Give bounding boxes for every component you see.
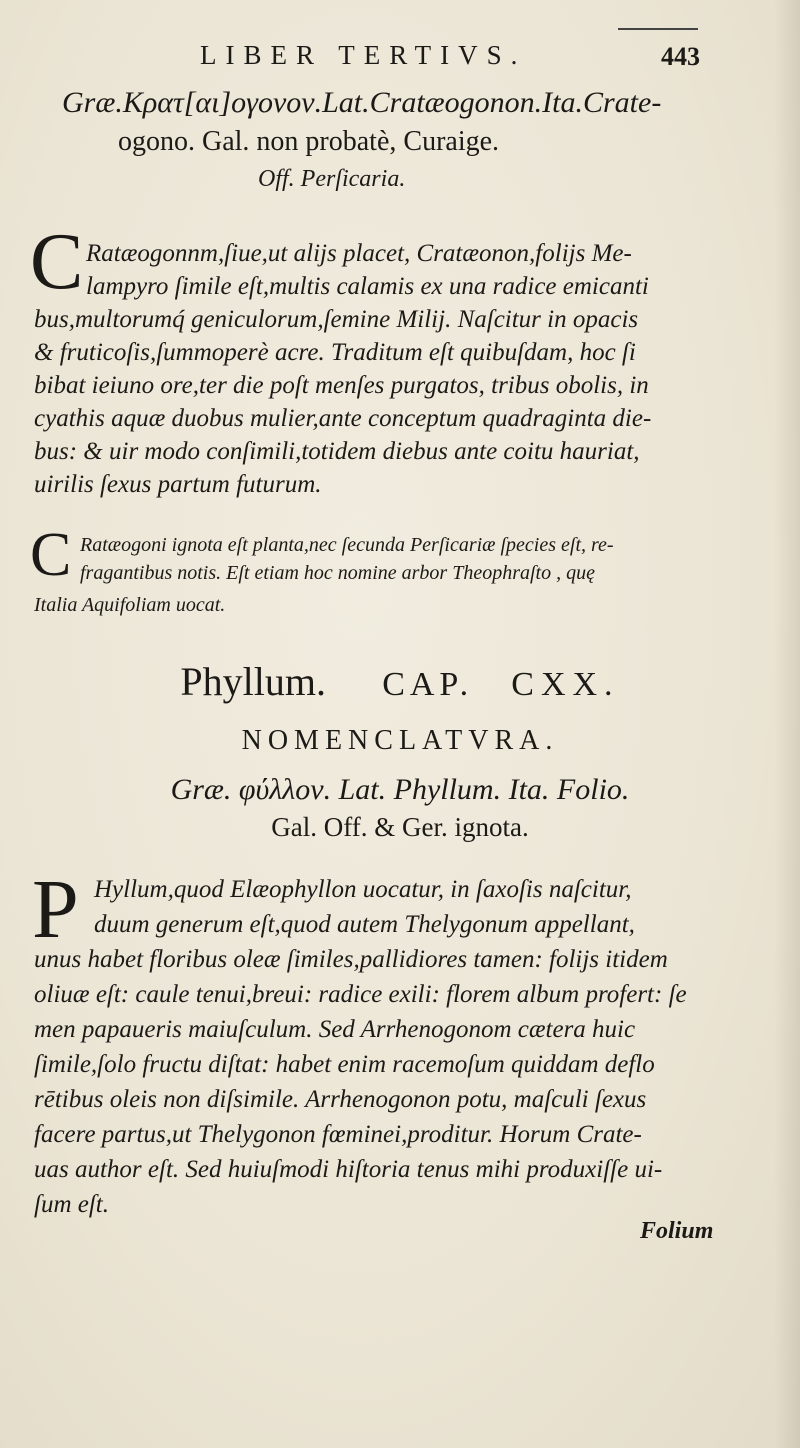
para1-line-7: bus: & uir modo conſimili,totidem diebus ante coitu hauriat, bbox=[34, 438, 640, 465]
para3-line-6: ſimile,ſolo fructu diſtat: habet enim racemoſum quiddam deflo bbox=[34, 1051, 655, 1078]
running-title: LIBER TERTIVS. bbox=[200, 40, 527, 70]
para3-line-9: uas author eſt. Sed huiuſmodi hiſtoria tenus mihi produxiſſe ui- bbox=[34, 1156, 663, 1183]
para1-line-2: lampyro ſimile eſt,multis calamis ex una radice emicanti bbox=[86, 273, 649, 300]
para3-line-2: duum generum eſt,quod autem Thelygonum appellant, bbox=[94, 911, 635, 938]
para1-line-6: cyathis aquæ duobus mulier,ante conceptum quadraginta die- bbox=[34, 405, 652, 432]
chapter-label: CAP. bbox=[382, 666, 474, 703]
para2-line-2: fragantibus notis. Eſt etiam hoc nomine arbor Theophraſto , quę bbox=[80, 562, 595, 584]
para2-line-3: Italia Aquifoliam uocat. bbox=[34, 594, 226, 616]
nomenclatura-heading: NOMENCLATVRA. bbox=[241, 725, 559, 756]
para3-line-3: unus habet floribus oleæ ſimiles,pallidiores tamen: folijs itidem bbox=[34, 946, 668, 973]
para3-line-4: oliuæ eſt: caule tenui,breui: radice exili: florem album profert: ſe bbox=[34, 981, 687, 1008]
drop-cap-p: P bbox=[32, 863, 79, 956]
para3-line-7: rētibus oleis non diſsimile. Arrhenogonon potu, maſculi ſexus bbox=[34, 1086, 647, 1113]
chapter-number: CXX. bbox=[511, 666, 620, 703]
para2-line-1: Ratæogoni ignota eſt planta,nec ſecunda Perſicariæ ſpecies eſt, re- bbox=[80, 534, 614, 556]
nomen-line-1: Græ.Κρατ[αι]ογονον.Lat.Cratæogonon.Ita.Crate- bbox=[62, 86, 662, 119]
page-number: 443 bbox=[661, 42, 700, 71]
drop-cap-c: C bbox=[30, 218, 84, 306]
nomenclatura-line-1: Græ. φύλλον. Lat. Phyllum. Ita. Folio. bbox=[170, 773, 630, 806]
catchword: Folium bbox=[640, 1218, 714, 1244]
chapter-heading bbox=[0, 658, 800, 705]
para3-line-10: ſum eſt. bbox=[34, 1191, 109, 1218]
chapter-title: Phyllum. bbox=[180, 659, 327, 704]
drop-cap-c-2: C bbox=[30, 521, 72, 589]
para3-line-5: men papaueris maiuſculum. Sed Arrhenogonom cætera huic bbox=[34, 1016, 636, 1043]
para1-line-1: Ratæogonnm,ſiue,ut alijs placet, Cratæonon,folijs Me- bbox=[86, 240, 632, 267]
nomen-line-3: Off. Perſicaria. bbox=[258, 166, 406, 192]
para1-line-5: bibat ieiuno ore,ter die poſt menſes purgatos, tribus obolis, in bbox=[34, 372, 649, 399]
para3-line-1: Hyllum,quod Elæophyllon uocatur, in ſaxoſis naſcitur, bbox=[94, 876, 632, 903]
para3-line-8: facere partus,ut Thelygonon fœminei,proditur. Horum Crate- bbox=[34, 1121, 642, 1148]
para1-line-3: bus,multorumq́ geniculorum,ſemine Milij. Naſcitur in opacis bbox=[34, 306, 639, 333]
para1-line-8: uirilis ſexus partum futurum. bbox=[34, 471, 322, 498]
nomenclatura-line-2: Gal. Off. & Ger. ignota. bbox=[271, 812, 529, 842]
para1-line-4: & fruticoſis,ſummoperè acre. Traditum eſt quibuſdam, hoc ſi bbox=[34, 339, 636, 366]
running-header bbox=[200, 40, 700, 80]
nomen-line-2: ogono. Gal. non probatè, Curaige. bbox=[118, 126, 500, 157]
